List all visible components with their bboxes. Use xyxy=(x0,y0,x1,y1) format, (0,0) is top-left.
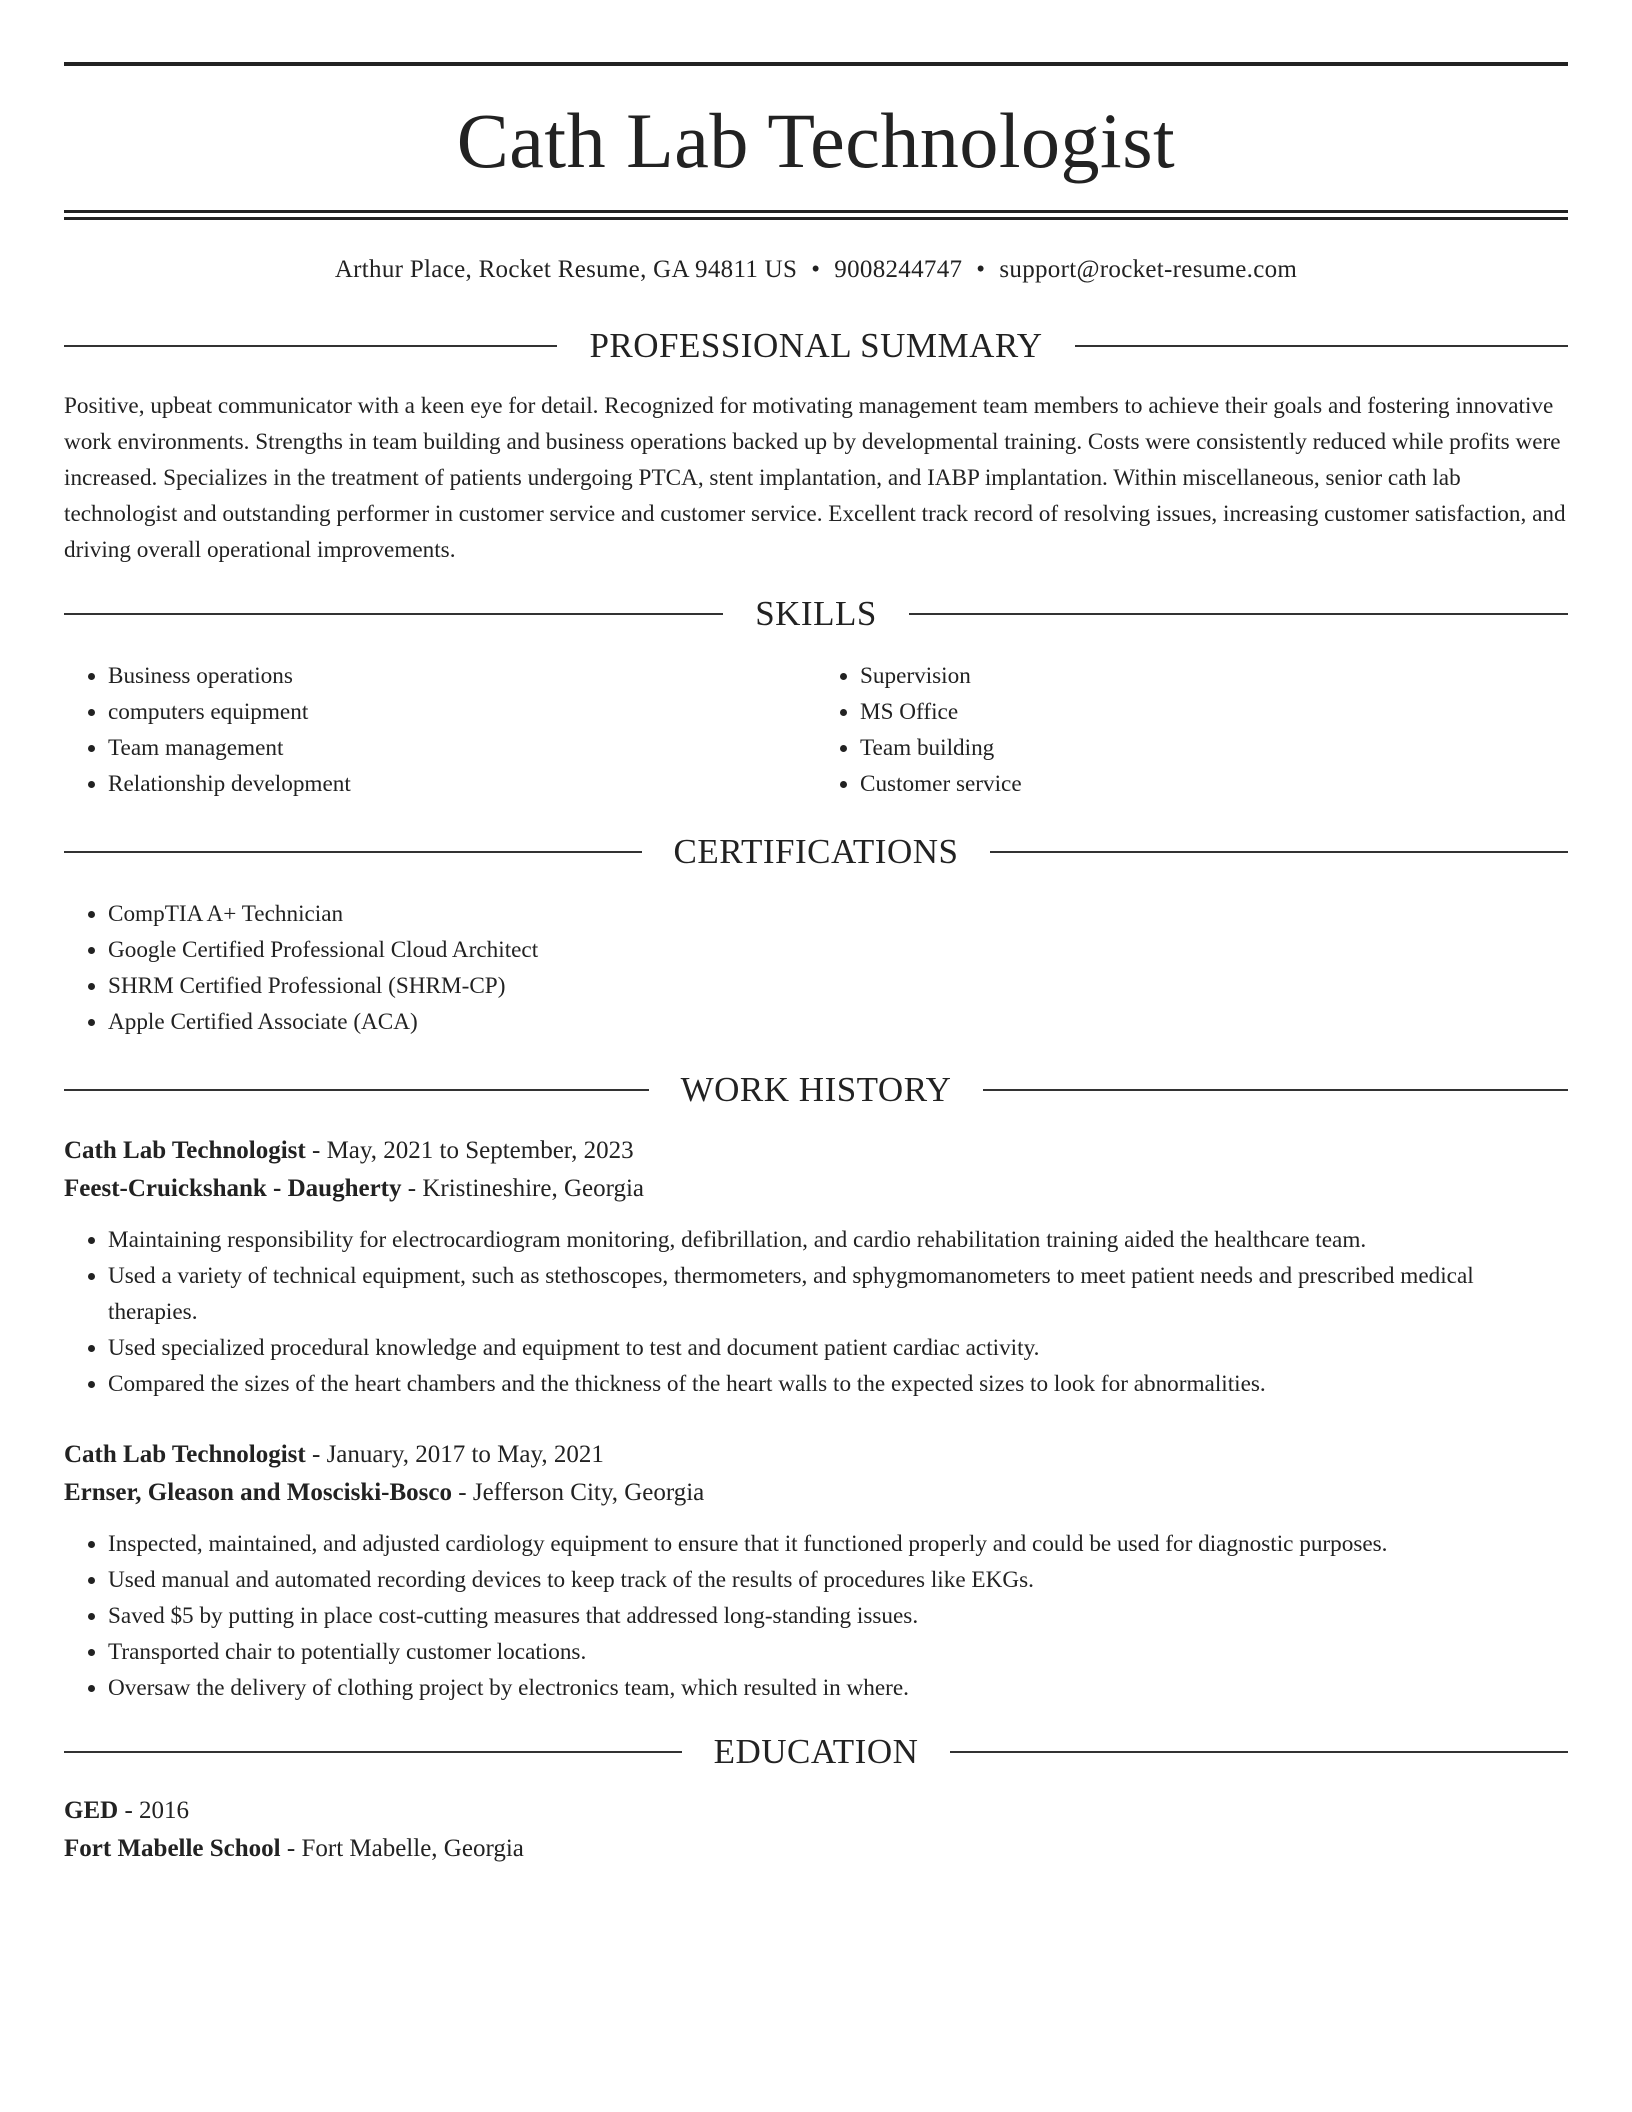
contact-address: Arthur Place, Rocket Resume, GA 94811 US xyxy=(334,256,798,283)
certification-item: • CompTIA A+ Technician xyxy=(108,896,1568,932)
certifications-list xyxy=(64,896,1568,1040)
job-bullet: • Transported chair to potentially customer locations. xyxy=(108,1634,1568,1670)
heading-rule xyxy=(909,613,1568,615)
skill-item: • Team management xyxy=(108,730,816,766)
job-bullets xyxy=(64,1222,1568,1402)
skills-column-left xyxy=(64,658,816,802)
education-degree-line xyxy=(64,1792,1568,1830)
heading-rule xyxy=(1075,345,1568,347)
certification-item: • Google Certified Professional Cloud Architect xyxy=(108,932,1568,968)
job-bullets xyxy=(64,1526,1568,1706)
resume-title: Cath Lab Technologist xyxy=(456,97,1176,184)
contact-email: support@rocket-resume.com xyxy=(999,256,1298,283)
section-heading-education xyxy=(64,1732,1568,1772)
heading-rule xyxy=(950,1751,1568,1753)
heading-rule xyxy=(64,345,557,347)
skill-item: • MS Office xyxy=(860,694,1568,730)
contact-separator: • xyxy=(811,256,821,283)
heading-rule xyxy=(64,1089,649,1091)
job-company: Ernser, Gleason and Mosciski-Bosco xyxy=(64,1479,453,1506)
job-role: Cath Lab Technologist xyxy=(64,1441,306,1468)
heading-rule xyxy=(983,1089,1568,1091)
top-rule xyxy=(64,62,1568,66)
section-title: EDUCATION xyxy=(713,1732,919,1771)
heading-rule xyxy=(64,851,642,853)
job-bullet: • Used specialized procedural knowledge and equipment to test and document patient cardiac activity. xyxy=(108,1330,1568,1366)
job-company-line xyxy=(64,1474,1568,1512)
contact-phone: 9008244747 xyxy=(834,256,963,283)
job-title-line xyxy=(64,1436,1568,1474)
skill-item: • Customer service xyxy=(860,766,1568,802)
job-location: - Kristineshire, Georgia xyxy=(401,1175,645,1202)
certification-item: • Apple Certified Associate (ACA) xyxy=(108,1004,1568,1040)
job-title-line xyxy=(64,1132,1568,1170)
summary-text: Positive, upbeat communicator with a keen eye for detail. Recognized for motivating management team members to achieve their goals and fostering innovative work environments. Strengths in team building and business operations backed up by developmental training. Costs were consistently reduced while profits were increased. Specializes in the treatment of patients undergoing PTCA, stent implantation, and IABP implantation. Within miscellaneous, senior cath lab technologist and outstanding performer in customer service and customer service. Excellent track record of resolving issues, increasing customer satisfaction, and driving overall operational improvements. xyxy=(64,393,1566,563)
heading-rule xyxy=(64,613,723,615)
education-school: Fort Mabelle School xyxy=(64,1835,281,1862)
education-location: - Fort Mabelle, Georgia xyxy=(280,1835,524,1862)
skills-column-right xyxy=(816,658,1568,802)
job-location: - Jefferson City, Georgia xyxy=(452,1479,705,1506)
job-company: Feest-Cruickshank - Daugherty xyxy=(64,1175,402,1202)
job-role: Cath Lab Technologist xyxy=(64,1137,306,1164)
job-entry xyxy=(64,1436,1568,1706)
contact-line xyxy=(64,256,1568,284)
section-heading-certifications xyxy=(64,832,1568,872)
skill-item: • Relationship development xyxy=(108,766,816,802)
section-heading-work-history xyxy=(64,1070,1568,1110)
job-bullet: • Used a variety of technical equipment, such as stethoscopes, thermometers, and sphygmomanometers to meet patient needs and prescribed medical therapies. xyxy=(108,1258,1568,1330)
education-school-line xyxy=(64,1830,1568,1868)
title-double-rule xyxy=(64,210,1568,220)
skill-item: • computers equipment xyxy=(108,694,816,730)
certification-item: • SHRM Certified Professional (SHRM-CP) xyxy=(108,968,1568,1004)
heading-rule xyxy=(990,851,1568,853)
skill-item: • Team building xyxy=(860,730,1568,766)
job-dates: - May, 2021 to September, 2023 xyxy=(305,1137,634,1164)
heading-rule xyxy=(64,1751,682,1753)
section-title: CERTIFICATIONS xyxy=(673,832,959,871)
job-bullet: • Used manual and automated recording devices to keep track of the results of procedures like EKGs. xyxy=(108,1562,1568,1598)
job-bullet: • Inspected, maintained, and adjusted cardiology equipment to ensure that it functioned properly and could be used for diagnostic purposes. xyxy=(108,1526,1568,1562)
skills-list xyxy=(64,658,1568,802)
education-year: - 2016 xyxy=(118,1797,190,1824)
section-title: WORK HISTORY xyxy=(680,1070,952,1109)
job-bullet: • Saved $5 by putting in place cost-cutting measures that addressed long-standing issues. xyxy=(108,1598,1568,1634)
job-bullet: • Compared the sizes of the heart chambers and the thickness of the heart walls to the expected sizes to look for abnormalities. xyxy=(108,1366,1568,1402)
section-title: PROFESSIONAL SUMMARY xyxy=(589,326,1043,365)
job-bullet: • Maintaining responsibility for electrocardiogram monitoring, defibrillation, and cardio rehabilitation training aided the healthcare team. xyxy=(108,1222,1568,1258)
section-title: SKILLS xyxy=(755,594,877,633)
contact-separator: • xyxy=(976,256,986,283)
section-heading-summary xyxy=(64,326,1568,366)
job-entry xyxy=(64,1132,1568,1402)
job-bullet: • Oversaw the delivery of clothing project by electronics team, which resulted in where. xyxy=(108,1670,1568,1706)
education-degree: GED xyxy=(64,1797,119,1824)
education-entry xyxy=(64,1792,1568,1868)
skill-item: • Business operations xyxy=(108,658,816,694)
skill-item: • Supervision xyxy=(860,658,1568,694)
job-company-line xyxy=(64,1170,1568,1208)
section-heading-skills xyxy=(64,594,1568,634)
job-dates: - January, 2017 to May, 2021 xyxy=(305,1441,604,1468)
